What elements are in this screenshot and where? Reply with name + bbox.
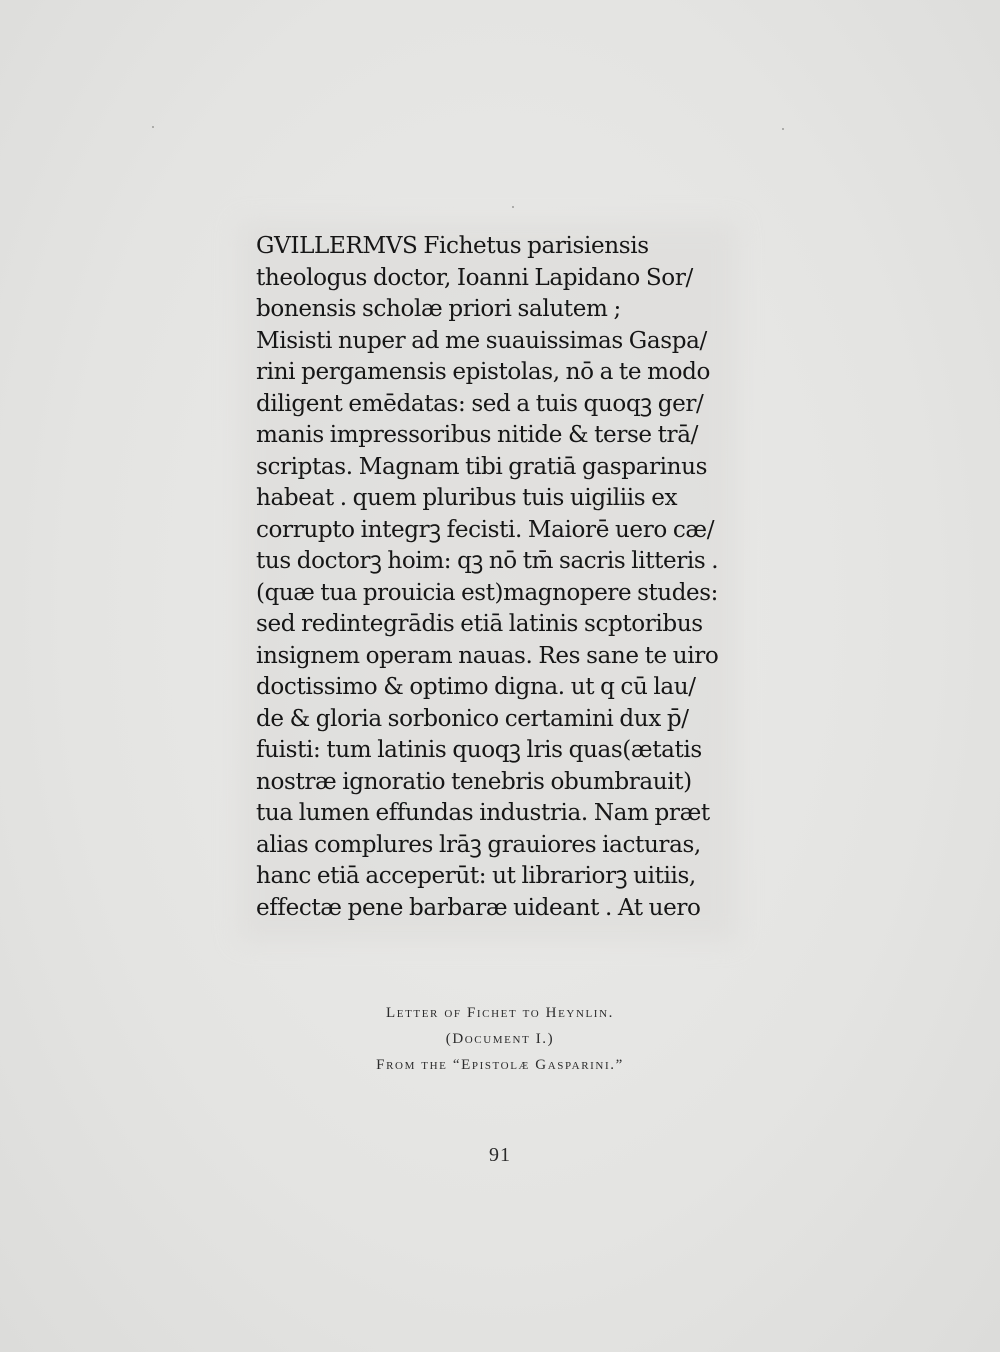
facsimile-line: doctissimo & optimo digna. ut q cū lau/ (256, 672, 696, 700)
facsimile-line: Misisti nuper ad me suauissimas Gaspa/ (256, 325, 707, 354)
facsimile-line: GVILLERMVS Fichetus parisiensis (256, 231, 649, 259)
facsimile-line: hanc etiā acceperūt: ut librariorꝫ uitiis, (256, 861, 696, 889)
facsimile-line: scriptas. Magnam tibi gratiā gasparinus (256, 451, 708, 480)
facsimile-line: diligent emēdatas: sed a tuis quoqꝫ ger/ (256, 388, 704, 417)
plate-caption (0, 1000, 1000, 1078)
paper-speck (512, 206, 514, 208)
facsimile-line: effectæ pene barbaræ uideant . At uero (256, 892, 701, 921)
facsimile-line: bonensis scholæ priori salutem ; (256, 294, 621, 322)
facsimile-line: sed redintegrādis etiā latinis scptoribus (256, 609, 703, 637)
paper-speck (782, 128, 784, 130)
facsimile-line: manis impressoribus nitide & terse trā/ (256, 420, 698, 448)
incunable-facsimile (256, 230, 726, 942)
caption-document-ref: (Document I.) (445, 1031, 555, 1047)
page-number: 91 (489, 1144, 511, 1166)
facsimile-line: habeat . quem pluribus tuis uigiliis ex (256, 483, 678, 511)
facsimile-line: tus doctorꝫ hoim: qꝫ nō tm̄ sacris litteris . (256, 546, 719, 574)
facsimile-line: (quæ tua prouicia est)magnopere studes: (256, 577, 718, 606)
facsimile-line: fuisti: tum latinis quoqꝫ lris quas(ætatis (256, 735, 702, 763)
caption-source: From the “Epistolæ Gasparini.” (376, 1057, 624, 1073)
paper-speck (152, 126, 154, 128)
facsimile-line: alias complures lrāꝫ grauiores iacturas, (256, 829, 701, 858)
facsimile-line: rini pergamensis epistolas, nō a te modo (256, 357, 711, 385)
facsimile-line: nostræ ignoratio tenebris obumbrauit) (256, 766, 692, 795)
facsimile-line: de & gloria sorbonico certamini dux p̄/ (256, 703, 689, 732)
facsimile-line: insignem operam nauas. Res sane te uiro (256, 640, 719, 669)
facsimile-line: theologus doctor, Ioanni Lapidano Sor/ (256, 262, 693, 291)
facsimile-line: corrupto integrꝫ fecisti. Maiorē uero cæ/ (256, 514, 715, 543)
facsimile-line: tua lumen effundas industria. Nam præt (256, 798, 710, 826)
caption-title: Letter of Fichet to Heynlin. (386, 1005, 614, 1021)
